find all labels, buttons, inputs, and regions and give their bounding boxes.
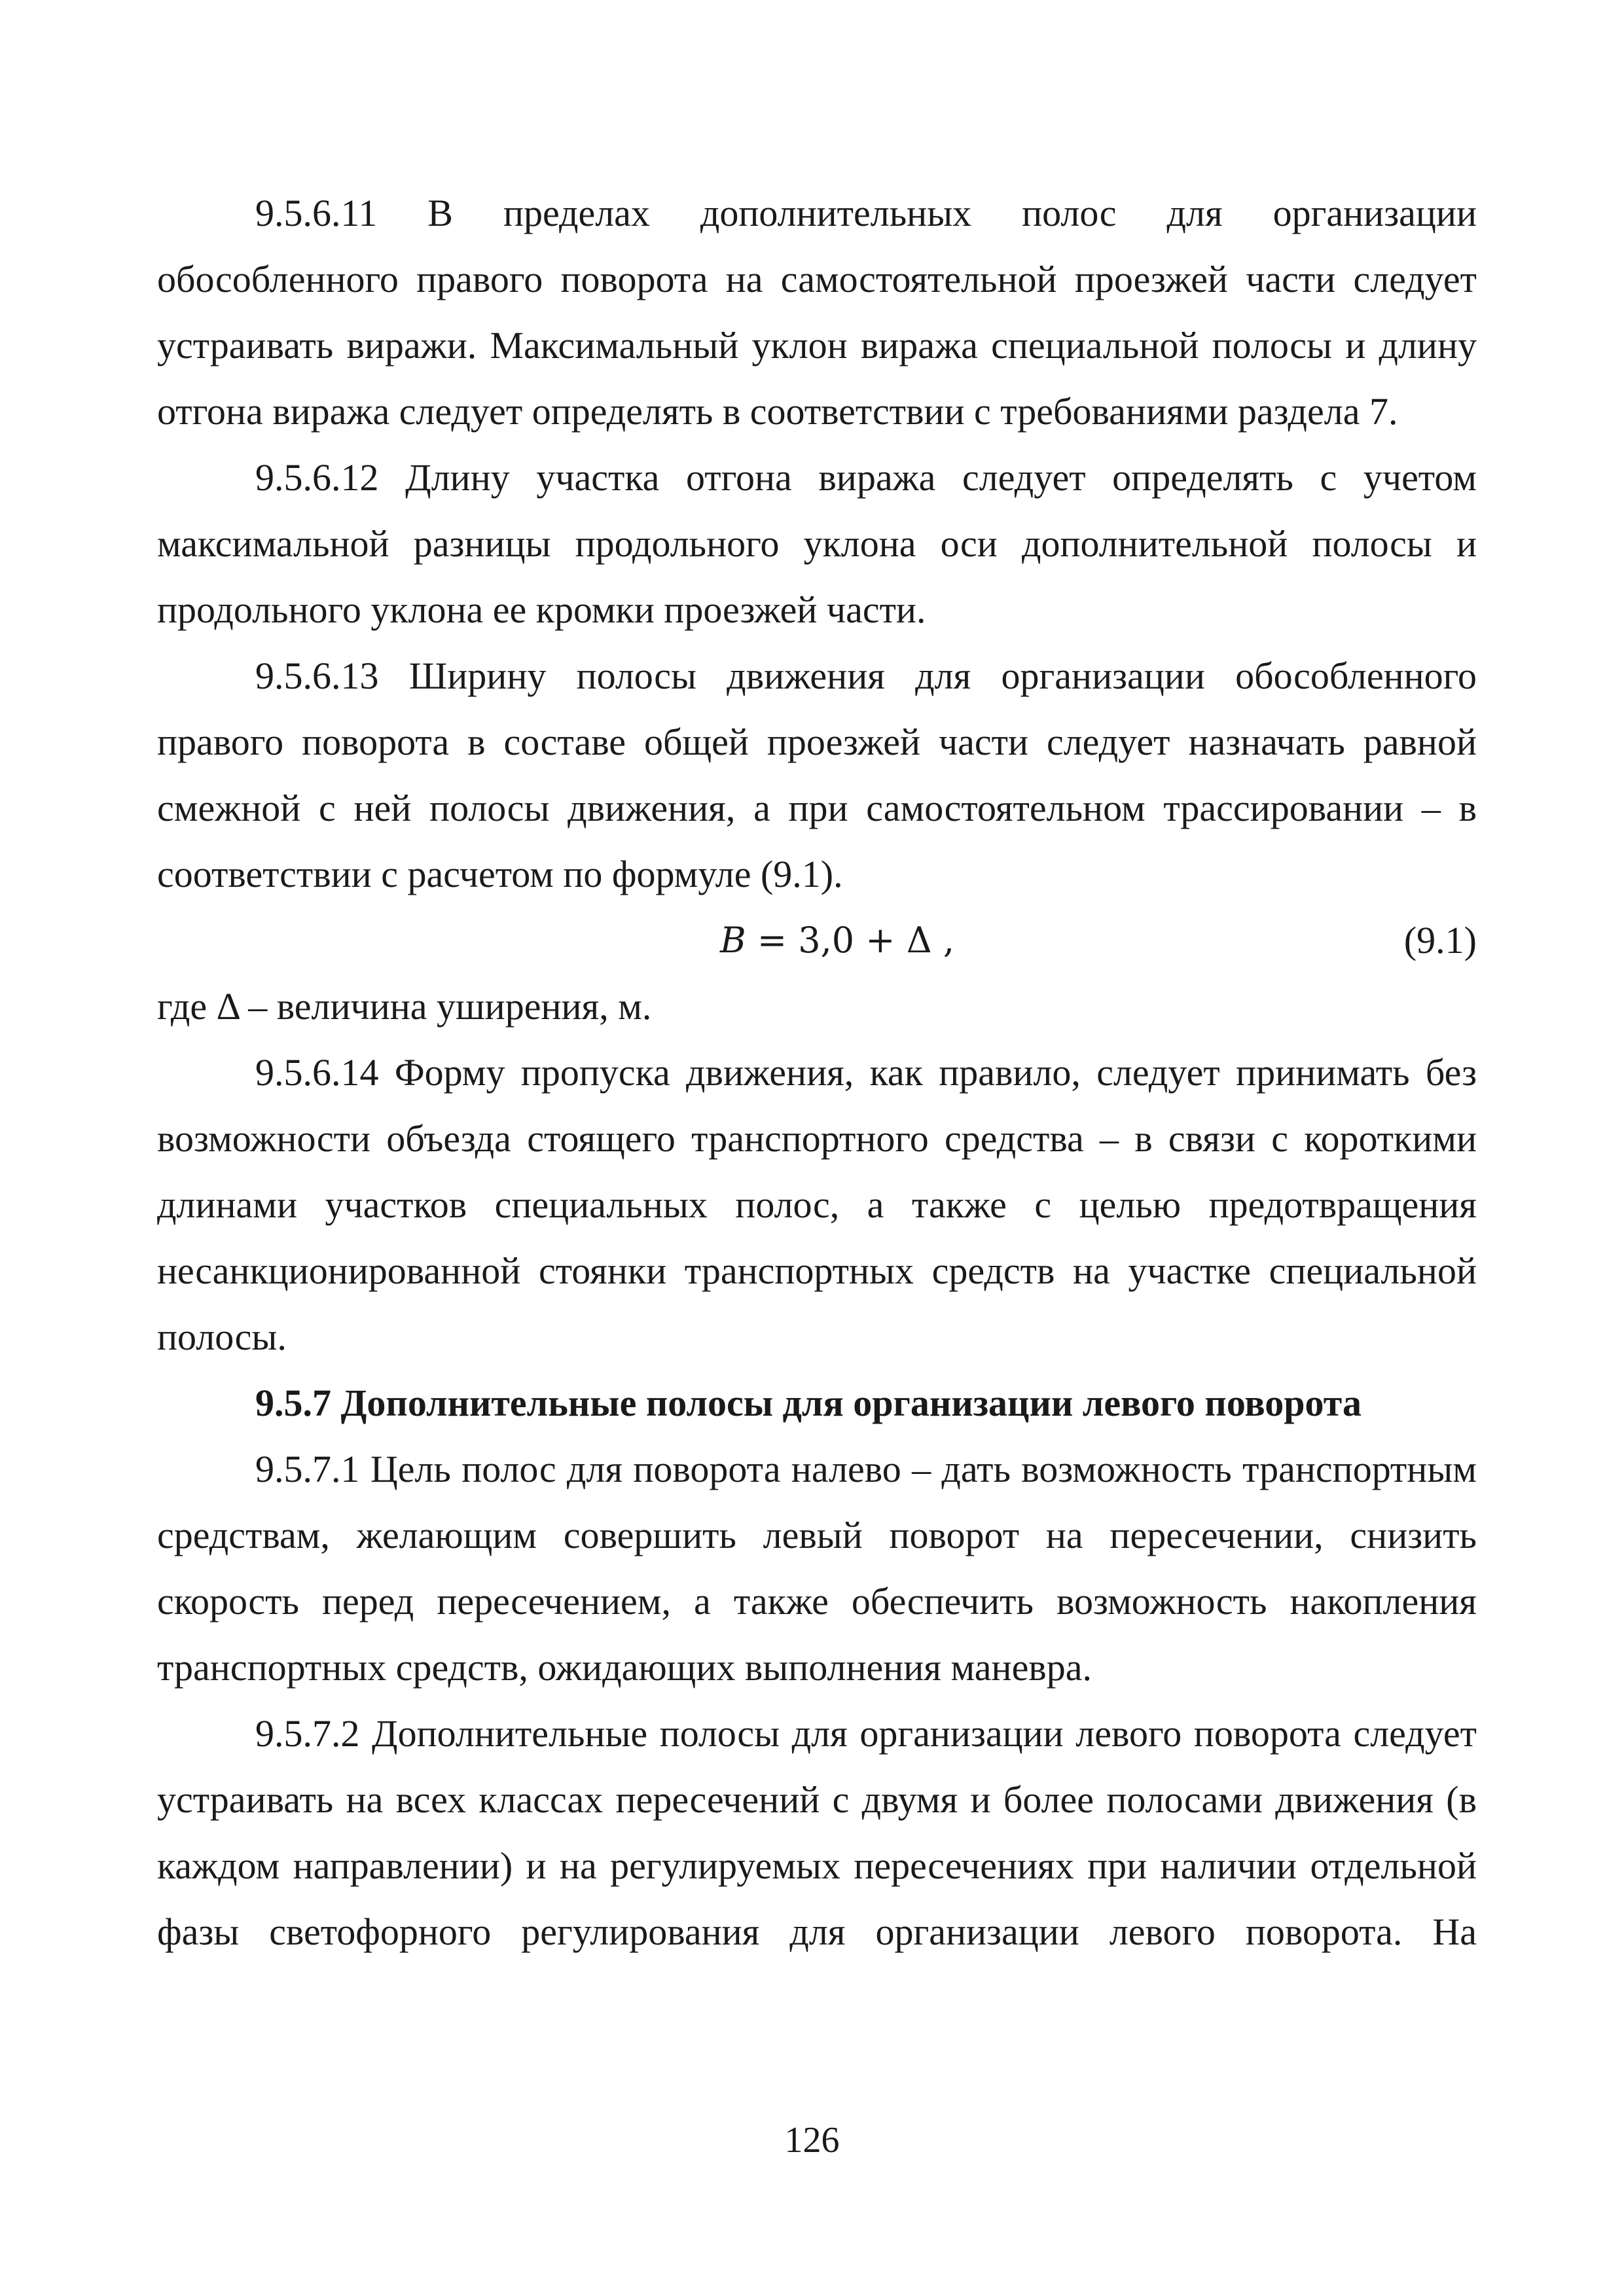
formula-variable: B — [720, 920, 746, 961]
paragraph-9-5-7-2: 9.5.7.2 Дополнительные полосы для организации левого поворота следует устраивать на всех классах пересечений с двумя и более полосами движения (в каждом направлении) и на регулируемых пересечениях при наличии отдельной фазы светофорного регулирования для организации левого поворота. На — [157, 1712, 1477, 1953]
formula-expression: = 3,0 + Δ , — [746, 920, 955, 961]
paragraph-9-5-7-1: 9.5.7.1 Цель полос для поворота налево – дать возможность транспортным средствам, желающим совершить левый поворот на пересечении, снизить скорость перед пересечением, а также обеспечить возможность накопления транспортных средств, ожидающих выполнения маневра. — [157, 1448, 1477, 1689]
section-heading-9-5-7: 9.5.7 Дополнительные полосы для организации левого поворота — [255, 1382, 1362, 1424]
formula-9-1 — [720, 907, 954, 973]
formula-row — [157, 907, 1477, 973]
paragraph-9-5-6-11: 9.5.6.11 В пределах дополнительных полос для организации обособленного правого поворота на самостоятельной проезжей части следует устраивать виражи. Максимальный уклон виража специальной полосы и длину отгона виража следует определять в соответствии с требованиями раздела 7. — [157, 192, 1477, 433]
page-number: 126 — [784, 2120, 840, 2161]
paragraph-9-5-6-12: 9.5.6.12 Длину участка отгона виража следует определять с учетом максимальной разницы продольного уклона оси дополнительной полосы и продольного уклона ее кромки проезжей части. — [157, 456, 1477, 631]
paragraph-9-5-6-13: 9.5.6.13 Ширину полосы движения для организации обособленного правого поворота в составе общей проезжей части следует назначать равной смежной с ней полосы движения, а при самостоятельном трассировании – в соответствии с расчетом по формуле (9.1). — [157, 655, 1477, 895]
formula-explanation: где Δ – величина уширения, м. — [157, 985, 652, 1028]
document-page — [157, 180, 1477, 1965]
paragraph-9-5-6-14: 9.5.6.14 Форму пропуска движения, как правило, следует принимать без возможности объезда стоящего транспортного средства – в связи с короткими длинами участков специальных полос, а также с целью предотвращения несанкционированной стоянки транспортных средств на участке специальной полосы. — [157, 1051, 1477, 1358]
formula-number: (9.1) — [1403, 919, 1477, 961]
